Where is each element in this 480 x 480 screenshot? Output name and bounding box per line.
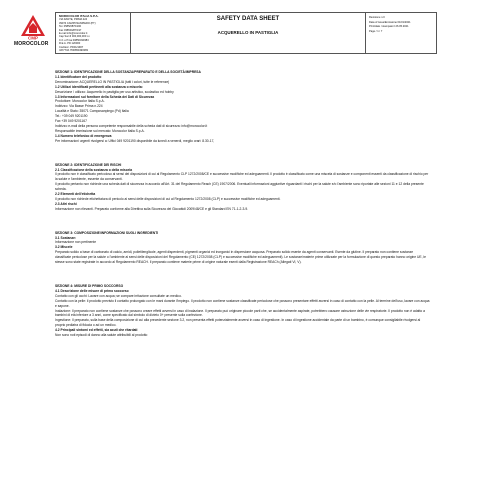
paragraph: Tel.: +39 049 9201190 [55,114,88,119]
section-gap [55,144,430,158]
revision-number: Revisione n.0 [369,16,385,19]
paragraph: Informazione non rilevanti. Preparato conforme alla Direttiva sulla Sicurezza dei Giocattoli 2009/48/CE e gli Standard EN 71-1-2-3-9. [55,206,249,211]
paragraph: Indirizzo: Via Basse Prima n.224 [55,104,103,109]
section-title: SEZIONE 4: MISURE DI PRIMO SOCCORSO [55,284,124,288]
paragraph: Non sono noti episodi di danno alla salute attribuibili al prodotto [55,333,148,338]
subsection-heading: 2.2 Elementi dell'etichetta [55,192,96,197]
company-logo [14,14,54,52]
company-address-line: VIA DANTE, PRIMA 224 [59,18,88,22]
company-address-line: Cod.Ecc. PD01/1907 [59,45,84,49]
subsection-heading: 2.1 Classificazione della sostanza o della miscela [55,167,133,172]
paragraph: Indirizzo e-mail della persona competente responsabile della scheda dati di sicurezza: info@morocolor.it [55,123,208,128]
company-address-line: Tel. 0585/0870/190 [59,25,82,29]
paragraph: Informazione non pertinente [55,240,97,245]
paragraph: Responsabile immissione sul mercato: Morocolor Italia S.p.A. [55,128,145,133]
company-name: MOROCOLOR ITALIA S.P.A. [59,14,99,18]
company-address-line: 39074 CAMPOSANPIERO (PT) [59,21,96,25]
section-title: SEZIONE 3: COMPOSIZIONE/INFORMAZIONI SUGLI INGREDIENTI [55,230,159,235]
section-title: SEZIONE 2: IDENTIFICAZIONE DEI RISCHI [55,162,122,167]
document-title: SAFETY DATA SHEET [216,16,280,22]
subsection-heading: 4.1 Descrizione delle misure di primo soccorso [55,288,129,293]
document-header [55,12,437,54]
paragraph: Ingestione: Il preparato, sulla base della composizione di cui alla precedente sezione 3.2, non presenta effetti potenzialmente avversi in caso di ingestione. In caso di ingestione accidentale da parte di un bambino, è comunque consigliabile rivolgersi al proprio pediatra di fiducia o ad un medico. [55,318,421,328]
paragraph: Il prodotto pertanto non richiede una scheda dati di sicurezza in accordo all'Art. 31 del Regolamento Reach (CE) 1907/2006. Eventuali informazioni aggiuntive riguardanti i rischi per la salute e/o l'ambiente sono riportate alle sezioni 11 e 12 della presente scheda. [55,182,424,192]
subsection-heading: 1.4 Numero telefonico di emergenza [55,133,112,138]
paragraph: Preparato solido a base di carbonato di calcio, amidi, polietilenglicole, agenti disperdenti, pigmenti organici ed inorganici in dispersione acquosa. Preparato solido esente da agenti conservanti. Esente da glutine. Il preparato non contiene sostanze classificate pericolose per la salute o l'ambiente ai sensi delle disposizioni del Regolamento (CE) 1272/2008 (CLP) e successive modifiche ed adeguamenti). Le sostanze/materie prime utilizzate per la formulazione di questo preparato hanno origine UE, le stesse sono state registrate in accordo al Regolamento REACH. Il preparato contiene materie prime di origine naturale esenti dalla Registrazione REACh (Allegati VI, V). [55,250,426,265]
subsection-heading: 4.2 Principali sintomi ed effetti, sia acuti che ritardati [55,328,138,333]
paragraph: Contatto con gli occhi: Lavare con acqua; se compare irritazione consultate un medico. [55,293,182,298]
section-title: SEZIONE 1: IDENTIFICAZIONE DELLA SOSTANZA/PREPARATO E DELLA SOCIETÀ/IMPRESA [55,70,201,74]
subsection-heading: 1.1 Identificatore del prodotto [55,74,102,79]
paragraph: Fax +39 049 9201167 [55,119,87,124]
document-body [55,70,430,338]
paragraph: Descrizione / utilizzo: Acquerello in pastiglia per uso artistico, scolastico ed hobby [55,89,174,94]
subsection-heading: 3.2 Miscele [55,245,73,250]
svg-text:CMP: CMP [28,35,38,40]
section-gap [55,265,430,279]
paragraph: Inalazione: Il preparato non contiene sostanze che possono creare effetti avversi in caso di inalazione. Il preparato può originare piccole parti che, se accidentalmente aspirate, potrebbero causare ostruzione delle vie respiratorie. Il prodotto non è adatto a bambini di età inferiore a 3 anni, come specificato dal simbolo di divieto 0+ presente sulla confezione. [55,308,425,318]
revision-block [366,13,436,53]
subsection-heading: 3.1 Sostanze: [55,235,77,240]
product-name: ACQUERELLO IN PASTIGLIA [217,30,279,35]
company-address-line: R.E.A. PD 120000 [59,42,81,46]
section-gap [55,212,430,226]
subsection-heading: 1.3 Informazioni sul fornitore della Scheda dei Dati di Sicurezza [55,94,155,99]
paragraph: Produttore: Morocolor Italia S.p.A. [55,99,105,104]
paragraph: Il prodotto non richiede etichettatura di pericolo ai sensi delle disposizioni di cui al Regolamento 1272/2008 (CLP) e successive modifiche ed adeguamenti. [55,196,281,201]
cmp-logo-mark-icon [20,14,46,40]
paragraph: Contatto con la pelle: il prodotto previsto il contatto prolungato con le mani durante l'impiego. Il prodotto non contiene sostanze classificate pericolose che possono presentare effetti avversi in caso di contatto con la pelle. Al termine dell'uso, lavare con acqua e sapone. [55,298,430,308]
company-address-line: E-mail info@morocolor.it [59,32,88,36]
company-address-line: Fax 0385/0287/197 [59,28,82,32]
subsection-heading: 1.2 Utilizzi identificati pertinenti alla sostanza o miscela: [55,84,143,89]
print-date: Print/date / stampato il 26.05.2021 [369,25,409,29]
logo-wordmark: MOROCOLOR [14,41,49,47]
subsection-heading: 2.3 Altri rischi [55,201,77,206]
paragraph: Per informazioni urgenti rivolgersi a: Uffici 049 9201190 disponibile da lunedì a venerdì, meglio orari: 8.30-17, [55,138,215,143]
company-address-line: Cap Soc.€ 000,000,000 i.v. [59,35,91,39]
paragraph: Il prodotto non è classificato pericoloso ai sensi dei disposizioni di cui al Regolamento CLP 1272/2008/CE e successive modifiche ed adeguamenti. Il prodotto è classificato come una miscela di sostanze e componenti essenti da classificazione di rischio per la salute e l'ambiente, essente da conservanti. [55,172,429,182]
title-block [131,13,366,53]
paragraph: Denominazione: ACQUERELLO IN PASTIGLIA (tutti i colori, tutte le referenze) [55,79,170,84]
company-block [56,13,131,53]
company-address-line: VAT/TVA IT00850490383 [59,49,88,53]
page-number: Page / 1 / 7 [369,29,383,33]
issue-date: Data of issue/Emissione 01/01/2021 [369,20,411,24]
paragraph: Località e Stato: 35071 Camposanpiego (Pd) Italia [55,109,129,114]
company-address-line: C.F. e P.Iva 00850490383 [59,38,89,42]
